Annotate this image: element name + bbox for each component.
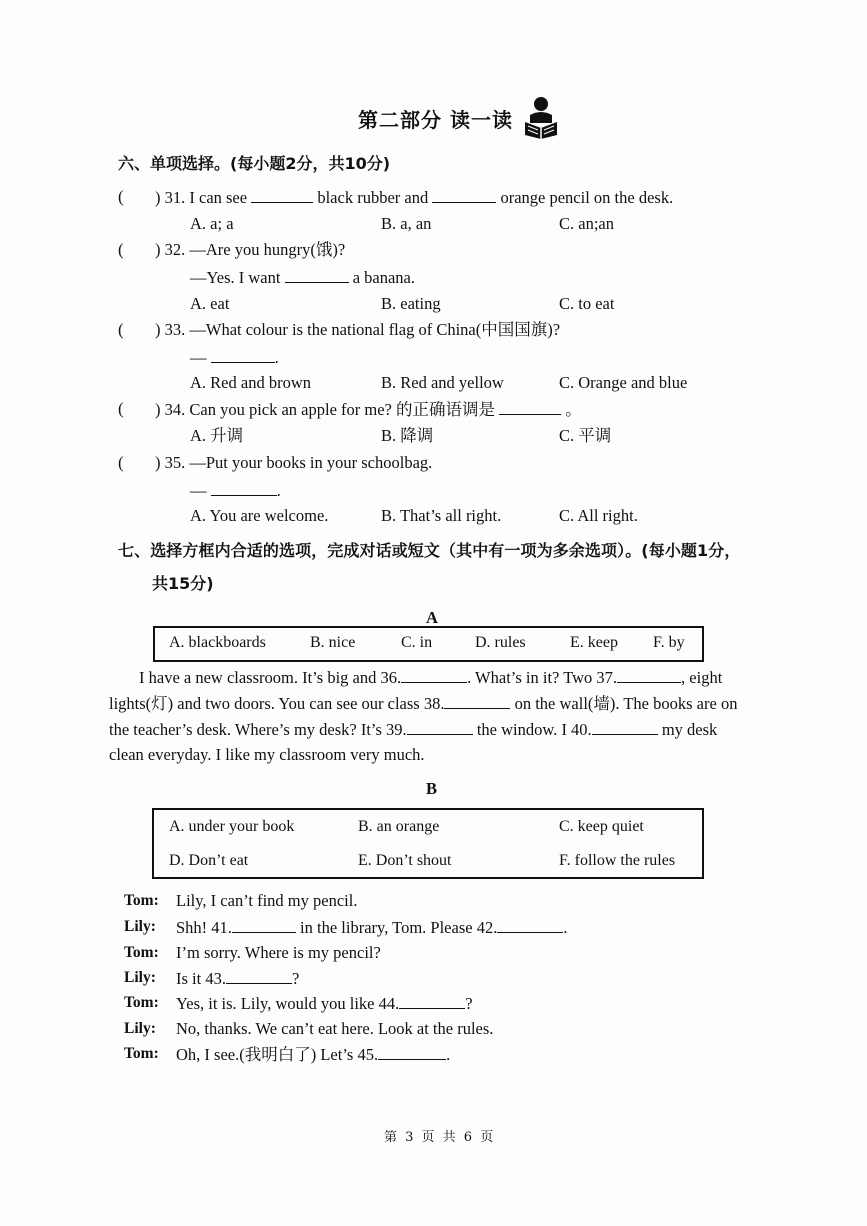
phrase-option: C. keep quiet — [559, 818, 644, 835]
word-option: B. nice — [310, 634, 356, 651]
section6-heading: 六、单项选择。(每小题2分，共10分) — [118, 154, 391, 173]
passage-line: I have a new classroom. It’s big and 36. . What’s in it? Two 37. , eight — [139, 668, 723, 687]
part-b-label: B — [426, 779, 438, 798]
blank[interactable] — [407, 719, 473, 735]
blank[interactable] — [211, 480, 277, 496]
answer-paren: ( — [118, 320, 124, 339]
blank[interactable] — [592, 719, 658, 735]
blank[interactable] — [499, 399, 561, 415]
speaker-label: Tom: — [124, 994, 159, 1011]
option-b: B. eating — [381, 294, 441, 313]
speaker-label: Tom: — [124, 892, 159, 909]
option-c: C. to eat — [559, 294, 615, 313]
question-35: ) 35. —Put your books in your schoolbag. — [155, 453, 433, 472]
blank[interactable] — [251, 187, 313, 203]
option-b: B. That’s all right. — [381, 506, 502, 525]
passage-line: the teacher’s desk. Where’s my desk? It’s 39. the window. I 40. my desk — [109, 720, 718, 739]
option-c: C. All right. — [559, 506, 638, 525]
word-option: C. in — [401, 634, 433, 651]
speaker-label: Lily: — [124, 918, 156, 935]
word-option: E. keep — [570, 634, 618, 651]
dialogue-line: Shh! 41. in the library, Tom. Please 42. . — [176, 918, 568, 937]
question-35-reply: — . — [190, 481, 281, 500]
option-c: C. an;an — [559, 214, 614, 233]
option-c: C. Orange and blue — [559, 373, 688, 392]
option-b: B. Red and yellow — [381, 373, 504, 392]
question-34: ) 34. Can you pick an apple for me? 的正确语调是 。 — [155, 400, 582, 419]
phrase-option: E. Don’t shout — [358, 852, 452, 869]
blank[interactable] — [226, 968, 292, 984]
speaker-label: Lily: — [124, 1020, 156, 1037]
word-option: A. blackboards — [169, 634, 266, 651]
blank[interactable] — [378, 1044, 446, 1060]
dialogue-line: I’m sorry. Where is my pencil? — [176, 943, 381, 962]
option-b: B. 降调 — [381, 426, 434, 445]
page-number: 第 3 页 共 6 页 — [384, 1130, 496, 1145]
blank[interactable] — [211, 347, 275, 363]
blank[interactable] — [285, 267, 349, 283]
speaker-label: Tom: — [124, 1045, 159, 1062]
dialogue-line: Yes, it is. Lily, would you like 44. ? — [176, 994, 473, 1013]
answer-paren: ( — [118, 399, 124, 418]
blank[interactable] — [399, 993, 465, 1009]
part-title: 第二部分 读一读 — [358, 108, 513, 132]
question-33-reply: — . — [190, 348, 279, 367]
blank[interactable] — [497, 917, 563, 933]
answer-paren: ( — [118, 240, 124, 259]
dialogue-line: Oh, I see.(我明白了) Let’s 45. . — [176, 1045, 451, 1064]
phrase-option: D. Don’t eat — [169, 852, 249, 869]
speaker-label: Tom: — [124, 944, 159, 961]
section7-heading: 七、选择方框内合适的选项，完成对话或短文（其中有一项为多余选项）。(每小题1分， — [118, 541, 741, 560]
passage-line: lights(灯) and two doors. You can see our class 38. on the wall(墙). The books are on — [109, 694, 738, 713]
answer-paren: ( — [118, 187, 124, 206]
question-33: ) 33. —What colour is the national flag of China(中国国旗)? — [155, 320, 561, 339]
reading-person-icon — [522, 95, 560, 139]
blank[interactable] — [401, 667, 467, 683]
option-a: A. Red and brown — [190, 373, 311, 392]
question-32: ) 32. —Are you hungry(饿)? — [155, 240, 346, 259]
passage-line: clean everyday. I like my classroom very much. — [109, 745, 425, 764]
word-option: F. by — [653, 634, 685, 651]
question-32-reply: —Yes. I want a banana. — [190, 268, 415, 287]
option-b: B. a, an — [381, 214, 432, 233]
phrase-option: B. an orange — [358, 818, 440, 835]
blank[interactable] — [444, 693, 510, 709]
blank[interactable] — [617, 667, 681, 683]
word-option: D. rules — [475, 634, 526, 651]
phrase-option: F. follow the rules — [559, 852, 676, 869]
section7-heading-cont: 共15分) — [152, 574, 214, 593]
option-a: A. eat — [190, 294, 230, 313]
part-a-label: A — [426, 608, 438, 627]
option-a: A. a; a — [190, 214, 234, 233]
dialogue-line: Lily, I can’t find my pencil. — [176, 891, 358, 910]
option-c: C. 平调 — [559, 426, 612, 445]
speaker-label: Lily: — [124, 969, 156, 986]
blank[interactable] — [232, 917, 296, 933]
dialogue-line: Is it 43. ? — [176, 969, 300, 988]
dialogue-line: No, thanks. We can’t eat here. Look at the rules. — [176, 1019, 494, 1038]
phrase-option: A. under your book — [169, 818, 295, 835]
answer-paren: ( — [118, 453, 124, 472]
option-a: A. You are welcome. — [190, 506, 329, 525]
blank[interactable] — [432, 187, 496, 203]
option-a: A. 升调 — [190, 426, 244, 445]
question-31: ) 31. I can see black rubber and orange pencil on the desk. — [155, 188, 674, 207]
